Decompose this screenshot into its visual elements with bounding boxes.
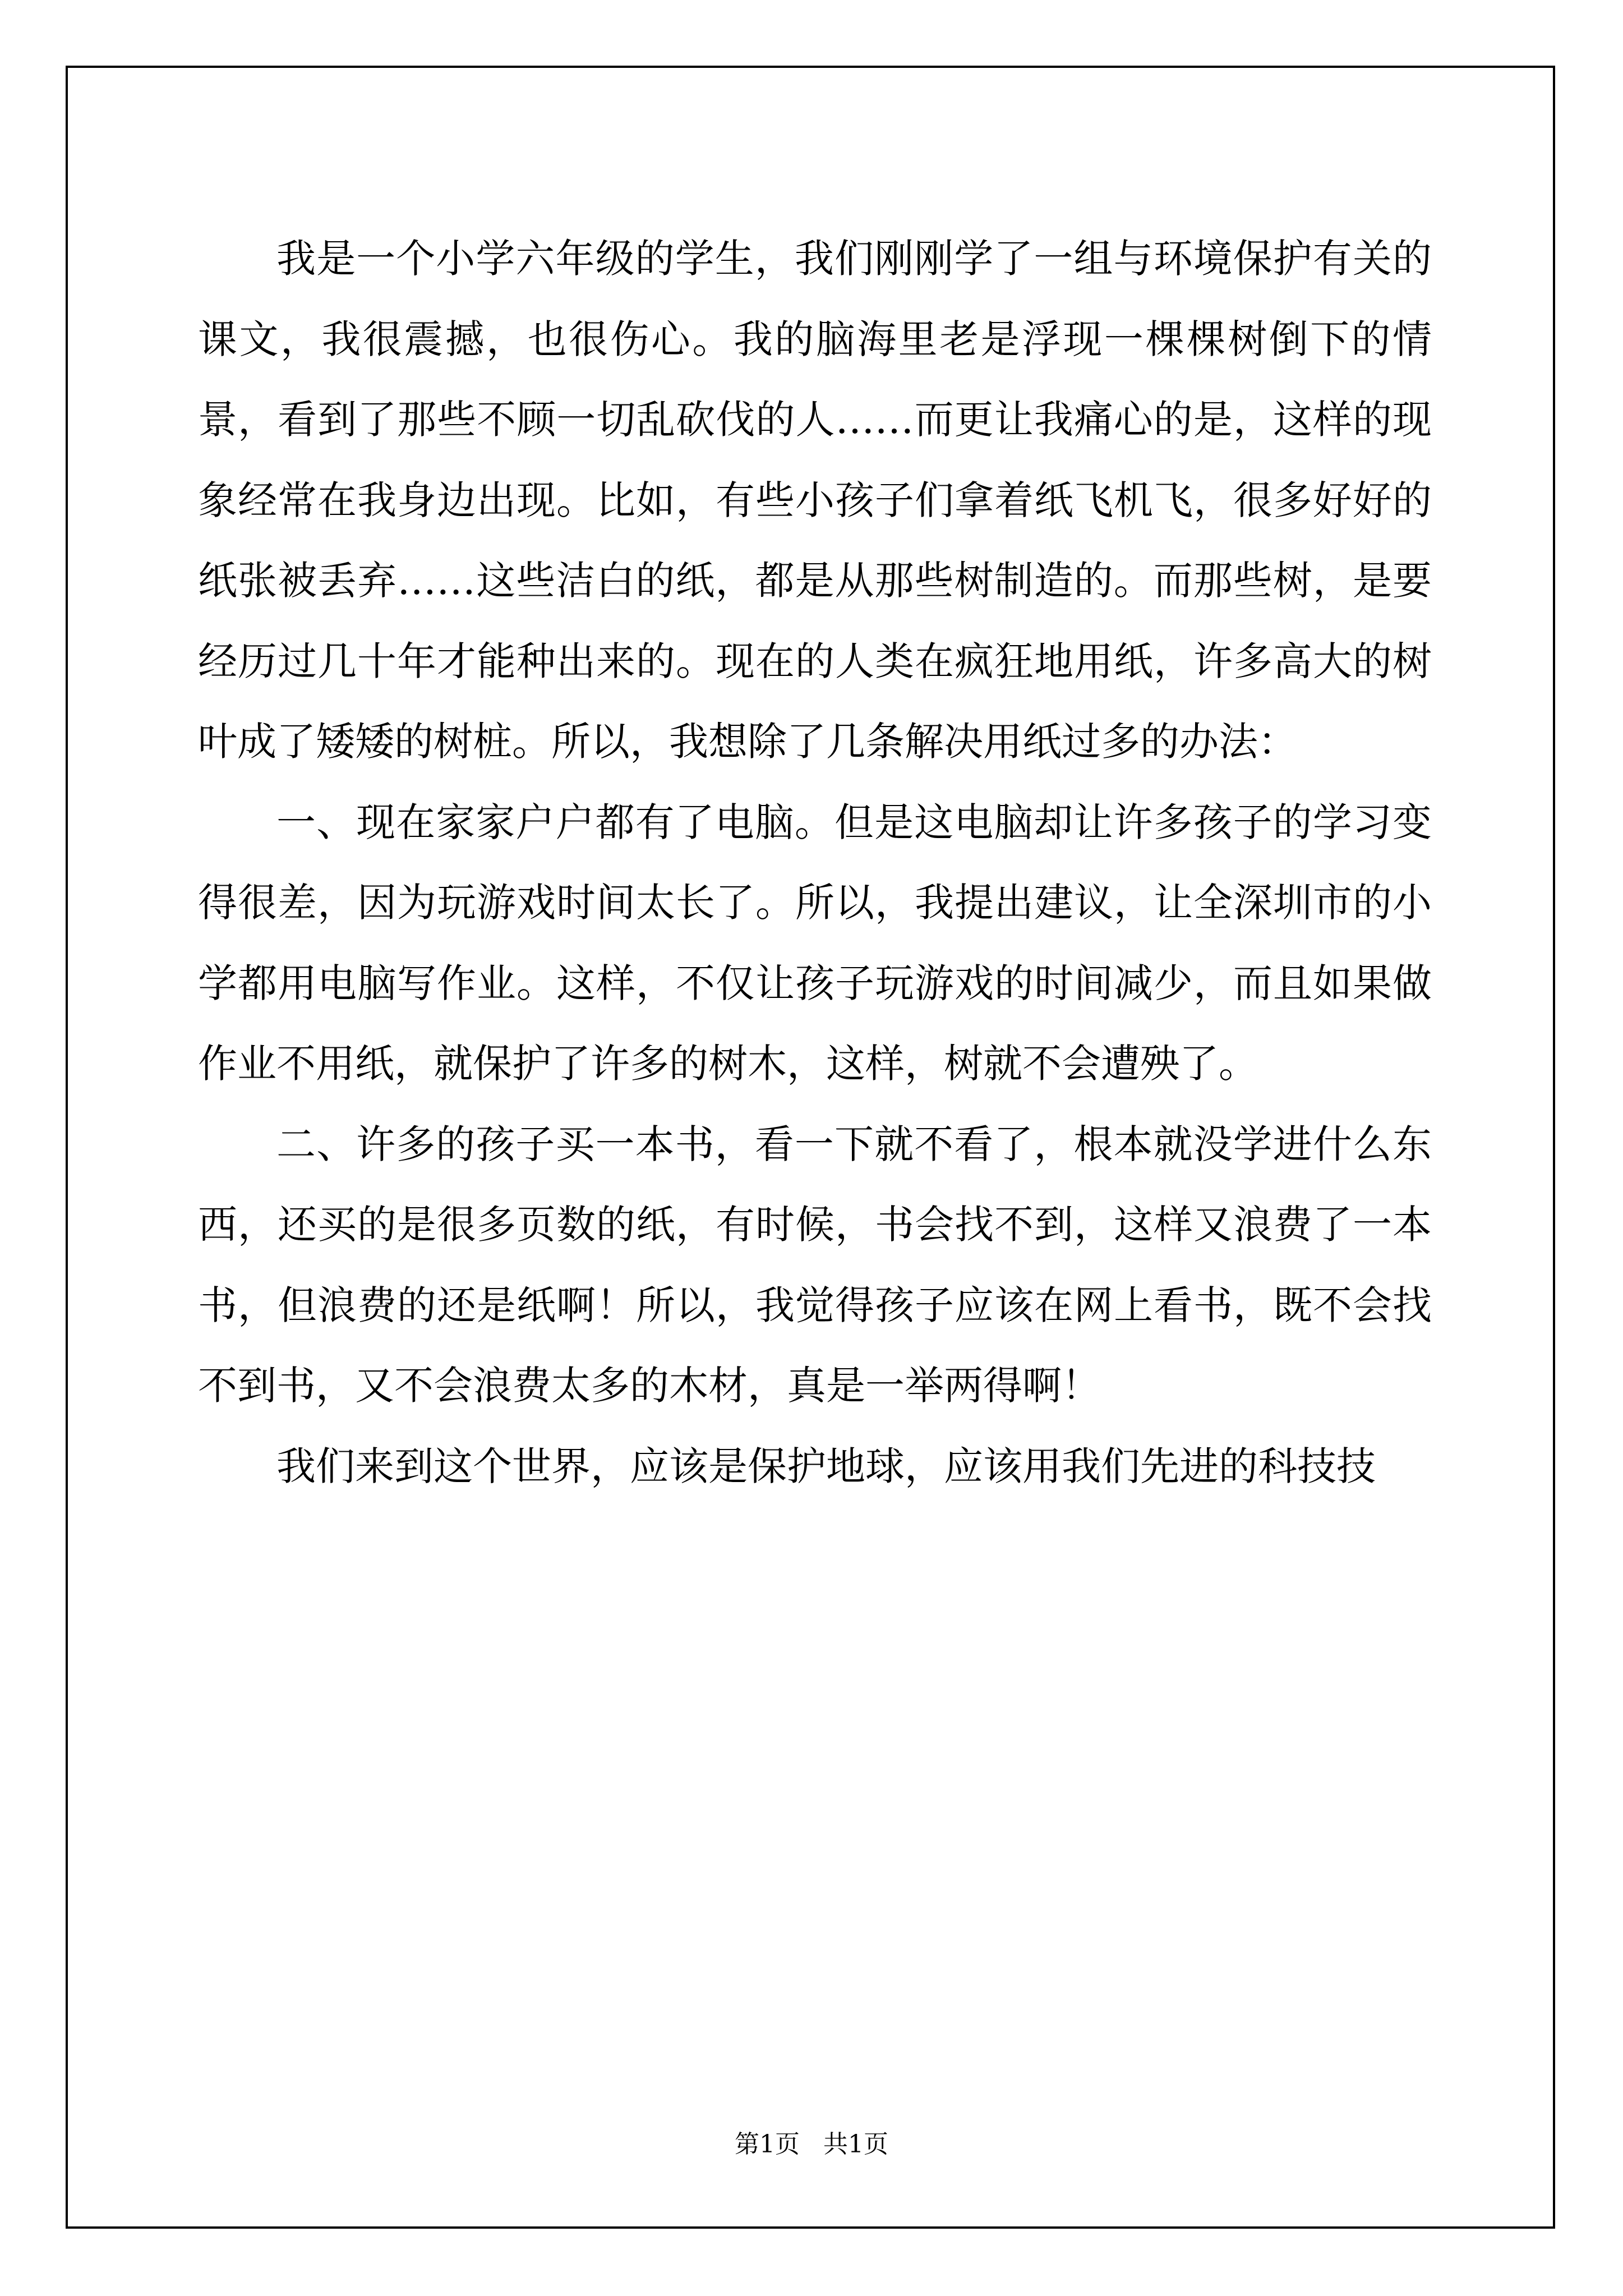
- paragraph-suggestion-one: 一、现在家家户户都有了电脑。但是这电脑却让许多孩子的学习变得很差，因为玩游戏时间太长了。所以，我提出建议，让全深圳市的小学都用电脑写作业。这样，不仅让孩子玩游戏的时间减少，而且如果做作业不用纸，就保护了许多的树木，这样，树就不会遭殃了。: [198, 799, 1432, 1087]
- paragraph-intro: 我是一个小学六年级的学生，我们刚刚学了一组与环境保护有关的课文，我很震撼，也很伤心。我的脑海里老是浮现一棵棵树倒下的情景，看到了那些不顾一切乱砍伐的人……而更让我痛心的是，这样的现象经常在我身边出现。比如，有些小孩子们拿着纸飞机飞，很多好好的纸张被丢弃……这些洁白的纸，都是从那些树制造的。而那些树，是要经历过几十年才能种出来的。现在的人类在疯狂地用纸，许多高大的树叶成了矮矮的树桩。所以，我想除了几条解决用纸过多的办法：: [198, 236, 1432, 765]
- paragraph-conclusion: 我们来到这个世界，应该是保护地球，应该用我们先进的科技技: [276, 1443, 1376, 1489]
- document-body: [198, 219, 1432, 1507]
- page-number-footer: 第1页 共1页: [735, 2130, 888, 2159]
- paragraph-suggestion-two: 二、许多的孩子买一本书，看一下就不看了，根本就没学进什么东西，还买的是很多页数的纸，有时候，书会找不到，这样又浪费了一本书，但浪费的还是纸啊！所以，我觉得孩子应该在网上看书，既不会找不到书，又不会浪费太多的木材，真是一举两得啊！: [198, 1121, 1432, 1409]
